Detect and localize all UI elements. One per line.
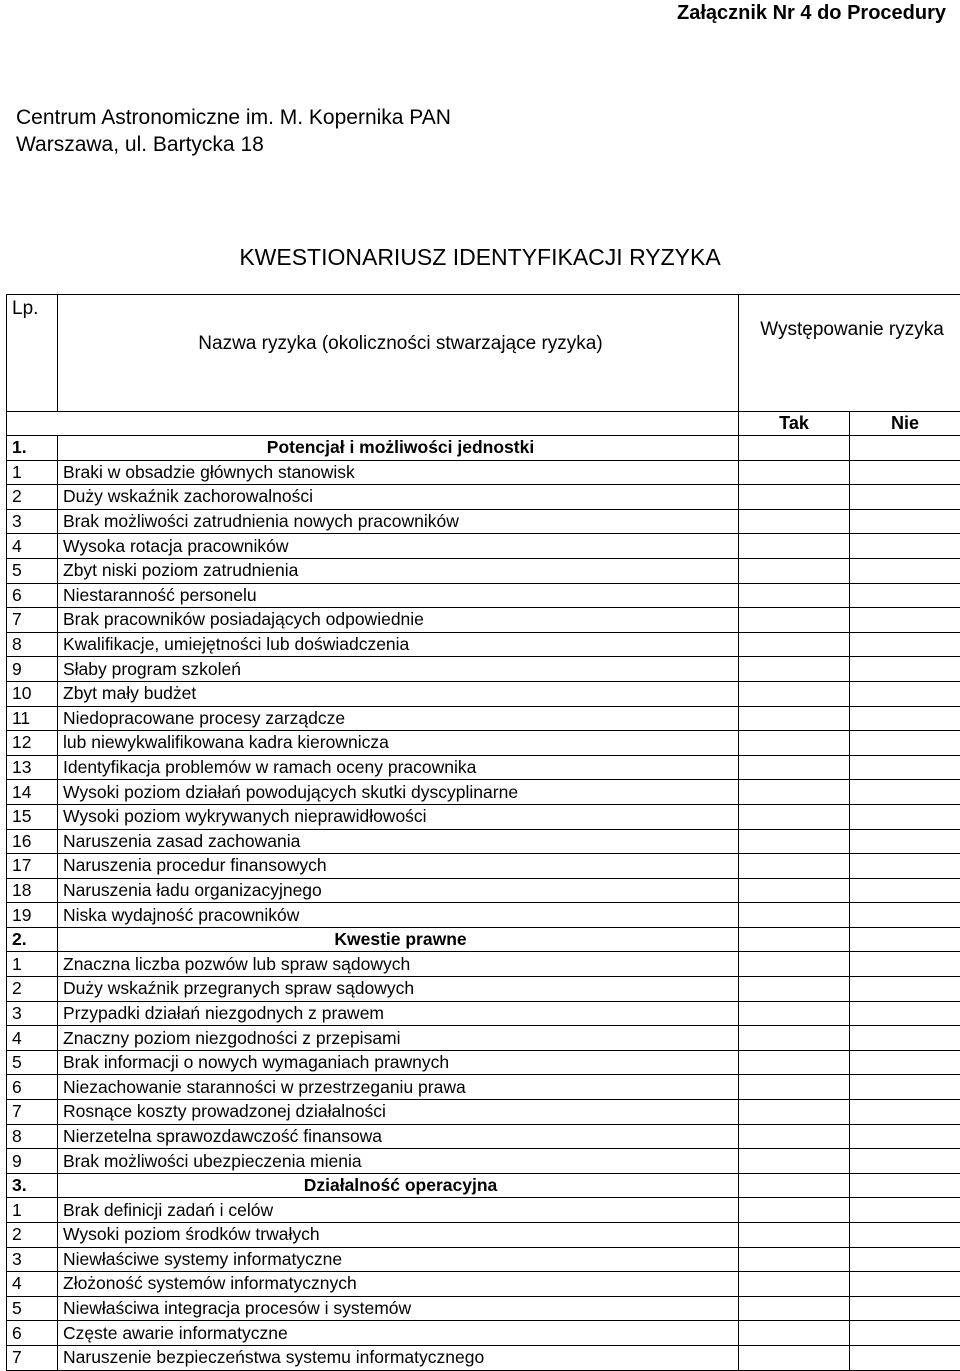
risk-name: Niestaranność personelu [58, 583, 739, 608]
risk-number: 3 [7, 1001, 58, 1026]
answer-yes-cell[interactable] [739, 1124, 850, 1149]
risk-row [7, 534, 960, 559]
risk-number: 5 [7, 558, 58, 583]
risk-name: Słaby program szkoleń [58, 657, 739, 682]
section-number: 1. [7, 436, 58, 461]
risk-row [7, 1272, 960, 1297]
answer-yes-cell[interactable] [739, 731, 850, 756]
answer-yes-cell[interactable] [739, 509, 850, 534]
answer-no-cell[interactable] [850, 1001, 960, 1026]
answer-yes-cell[interactable] [739, 1075, 850, 1100]
risk-number: 18 [7, 878, 58, 903]
risk-number: 1 [7, 460, 58, 485]
column-header-lp: Lp. [7, 295, 58, 412]
risk-number: 2 [7, 485, 58, 510]
risk-number: 10 [7, 681, 58, 706]
answer-no-cell[interactable] [850, 1321, 960, 1346]
risk-name: lub niewykwalifikowana kadra kierownicza [58, 731, 739, 756]
answer-no-cell[interactable] [850, 1050, 960, 1075]
answer-yes-cell[interactable] [739, 1001, 850, 1026]
answer-no-cell[interactable] [850, 731, 960, 756]
risk-name: Znaczny poziom niezgodności z przepisami [58, 1026, 739, 1051]
answer-no-cell[interactable] [850, 1100, 960, 1125]
answer-no-cell[interactable] [850, 1296, 960, 1321]
risk-name: Wysoki poziom środków trwałych [58, 1223, 739, 1248]
answer-yes-cell[interactable] [739, 1198, 850, 1223]
answer-yes-cell[interactable] [739, 608, 850, 633]
risk-name: Niewłaściwa integracja procesów i systemów [58, 1296, 739, 1321]
risk-name: Brak definicji zadań i celów [58, 1198, 739, 1223]
risk-name: Naruszenie bezpieczeństwa systemu informatycznego [58, 1345, 739, 1370]
answer-yes-cell[interactable] [739, 878, 850, 903]
answer-yes-cell[interactable] [739, 903, 850, 928]
risk-name: Wysoki poziom wykrywanych nieprawidłowości [58, 804, 739, 829]
organization-address [16, 104, 451, 158]
answer-no-cell[interactable] [850, 460, 960, 485]
answer-no-cell[interactable] [850, 1149, 960, 1174]
answer-yes-cell[interactable] [739, 1149, 850, 1174]
answer-no-cell[interactable] [850, 1124, 960, 1149]
risk-row [7, 558, 960, 583]
risk-row [7, 583, 960, 608]
risk-table-body [7, 295, 960, 1371]
risk-number: 8 [7, 632, 58, 657]
answer-yes-cell[interactable] [739, 927, 850, 952]
answer-no-cell[interactable] [850, 804, 960, 829]
blank-cell [7, 412, 739, 436]
risk-name: Niska wydajność pracowników [58, 903, 739, 928]
risk-row [7, 1075, 960, 1100]
risk-number: 1 [7, 1198, 58, 1223]
answer-no-cell[interactable] [850, 1223, 960, 1248]
answer-yes-cell[interactable] [739, 460, 850, 485]
answer-yes-cell[interactable] [739, 1345, 850, 1370]
answer-no-cell[interactable] [850, 829, 960, 854]
section-header-row [7, 436, 960, 461]
risk-name: Naruszenia zasad zachowania [58, 829, 739, 854]
section-number: 3. [7, 1173, 58, 1198]
risk-name: Nierzetelna sprawozdawczość finansowa [58, 1124, 739, 1149]
answer-no-cell[interactable] [850, 534, 960, 559]
answer-yes-cell[interactable] [739, 632, 850, 657]
risk-row [7, 1345, 960, 1370]
risk-name: Złożoność systemów informatycznych [58, 1272, 739, 1297]
risk-name: Naruszenia procedur finansowych [58, 854, 739, 879]
risk-number: 6 [7, 1321, 58, 1346]
answer-no-cell[interactable] [850, 485, 960, 510]
risk-row [7, 485, 960, 510]
answer-no-cell[interactable] [850, 583, 960, 608]
risk-name: Duży wskaźnik przegranych spraw sądowych [58, 977, 739, 1002]
risk-number: 19 [7, 903, 58, 928]
answer-yes-cell[interactable] [739, 1026, 850, 1051]
answer-yes-cell[interactable] [739, 558, 850, 583]
answer-no-cell[interactable] [850, 927, 960, 952]
answer-yes-cell[interactable] [739, 583, 850, 608]
answer-no-cell[interactable] [850, 657, 960, 682]
risk-number: 9 [7, 1149, 58, 1174]
section-number: 2. [7, 927, 58, 952]
answer-yes-cell[interactable] [739, 829, 850, 854]
yes-no-header-row [7, 412, 960, 436]
risk-row [7, 1149, 960, 1174]
answer-yes-cell[interactable] [739, 952, 850, 977]
risk-row [7, 1198, 960, 1223]
risk-row [7, 731, 960, 756]
risk-name: Znaczna liczba pozwów lub spraw sądowych [58, 952, 739, 977]
risk-name: Kwalifikacje, umiejętności lub doświadczenia [58, 632, 739, 657]
answer-yes-cell[interactable] [739, 1272, 850, 1297]
answer-yes-cell[interactable] [739, 1223, 850, 1248]
answer-no-cell[interactable] [850, 854, 960, 879]
risk-number: 1 [7, 952, 58, 977]
column-header-name: Nazwa ryzyka (okoliczności stwarzające ryzyka) [58, 295, 739, 412]
answer-yes-cell[interactable] [739, 1100, 850, 1125]
risk-name: Wysoka rotacja pracowników [58, 534, 739, 559]
organization-street: Warszawa, ul. Bartycka 18 [16, 131, 451, 158]
risk-row [7, 804, 960, 829]
answer-yes-cell[interactable] [739, 485, 850, 510]
risk-number: 7 [7, 608, 58, 633]
risk-name: Braki w obsadzie głównych stanowisk [58, 460, 739, 485]
answer-no-cell[interactable] [850, 1075, 960, 1100]
table-header-row [7, 295, 960, 412]
risk-number: 5 [7, 1050, 58, 1075]
answer-no-cell[interactable] [850, 1345, 960, 1370]
annex-label: Załącznik Nr 4 do Procedury [677, 2, 946, 25]
risk-name: Przypadki działań niezgodnych z prawem [58, 1001, 739, 1026]
risk-row [7, 1296, 960, 1321]
column-header-yes: Tak [739, 412, 850, 436]
risk-row [7, 1001, 960, 1026]
answer-no-cell[interactable] [850, 755, 960, 780]
risk-number: 17 [7, 854, 58, 879]
risk-row [7, 977, 960, 1002]
risk-number: 4 [7, 1026, 58, 1051]
risk-number: 2 [7, 1223, 58, 1248]
answer-no-cell[interactable] [850, 977, 960, 1002]
risk-number: 2 [7, 977, 58, 1002]
risk-name: Brak pracowników posiadających odpowiednie [58, 608, 739, 633]
risk-name: Brak informacji o nowych wymaganiach prawnych [58, 1050, 739, 1075]
answer-yes-cell[interactable] [739, 706, 850, 731]
risk-table [6, 294, 960, 1371]
risk-name: Niedopracowane procesy zarządcze [58, 706, 739, 731]
answer-no-cell[interactable] [850, 1198, 960, 1223]
answer-no-cell[interactable] [850, 681, 960, 706]
answer-no-cell[interactable] [850, 1272, 960, 1297]
risk-number: 11 [7, 706, 58, 731]
risk-row [7, 608, 960, 633]
risk-name: Częste awarie informatyczne [58, 1321, 739, 1346]
answer-no-cell[interactable] [850, 608, 960, 633]
answer-yes-cell[interactable] [739, 1247, 850, 1272]
answer-no-cell[interactable] [850, 1247, 960, 1272]
answer-yes-cell[interactable] [739, 436, 850, 461]
risk-row [7, 952, 960, 977]
risk-row [7, 903, 960, 928]
risk-name: Zbyt mały budżet [58, 681, 739, 706]
risk-name: Naruszenia ładu organizacyjnego [58, 878, 739, 903]
risk-row [7, 1247, 960, 1272]
risk-number: 14 [7, 780, 58, 805]
risk-name: Wysoki poziom działań powodujących skutki dyscyplinarne [58, 780, 739, 805]
risk-number: 3 [7, 509, 58, 534]
answer-no-cell[interactable] [850, 632, 960, 657]
risk-number: 4 [7, 1272, 58, 1297]
risk-row [7, 657, 960, 682]
risk-number: 16 [7, 829, 58, 854]
answer-yes-cell[interactable] [739, 1173, 850, 1198]
answer-yes-cell[interactable] [739, 1321, 850, 1346]
risk-row [7, 878, 960, 903]
risk-row [7, 1100, 960, 1125]
answer-no-cell[interactable] [850, 706, 960, 731]
answer-yes-cell[interactable] [739, 1050, 850, 1075]
risk-name: Brak możliwości zatrudnienia nowych pracowników [58, 509, 739, 534]
answer-no-cell[interactable] [850, 1026, 960, 1051]
risk-row [7, 460, 960, 485]
section-title: Kwestie prawne [58, 927, 739, 952]
risk-name: Rosnące koszty prowadzonej działalności [58, 1100, 739, 1125]
risk-number: 13 [7, 755, 58, 780]
risk-name: Brak możliwości ubezpieczenia mienia [58, 1149, 739, 1174]
risk-name: Duży wskaźnik zachorowalności [58, 485, 739, 510]
answer-no-cell[interactable] [850, 558, 960, 583]
answer-no-cell[interactable] [850, 436, 960, 461]
risk-number: 7 [7, 1100, 58, 1125]
risk-number: 5 [7, 1296, 58, 1321]
risk-row [7, 706, 960, 731]
risk-number: 15 [7, 804, 58, 829]
risk-row [7, 1026, 960, 1051]
answer-no-cell[interactable] [850, 780, 960, 805]
risk-number: 9 [7, 657, 58, 682]
section-title: Działalność operacyjna [58, 1173, 739, 1198]
risk-row [7, 1050, 960, 1075]
answer-yes-cell[interactable] [739, 854, 850, 879]
section-header-row [7, 927, 960, 952]
organization-name: Centrum Astronomiczne im. M. Kopernika PAN [16, 104, 451, 131]
risk-name: Niezachowanie staranności w przestrzeganiu prawa [58, 1075, 739, 1100]
answer-yes-cell[interactable] [739, 534, 850, 559]
risk-row [7, 755, 960, 780]
risk-number: 6 [7, 583, 58, 608]
column-header-occurrence: Występowanie ryzyka [739, 295, 960, 412]
risk-name: Niewłaściwe systemy informatyczne [58, 1247, 739, 1272]
risk-row [7, 829, 960, 854]
risk-number: 12 [7, 731, 58, 756]
answer-yes-cell[interactable] [739, 755, 850, 780]
answer-no-cell[interactable] [850, 952, 960, 977]
risk-number: 7 [7, 1345, 58, 1370]
risk-row [7, 509, 960, 534]
risk-row [7, 854, 960, 879]
document-title: KWESTIONARIUSZ IDENTYFIKACJI RYZYKA [0, 244, 960, 271]
section-title: Potencjał i możliwości jednostki [58, 436, 739, 461]
risk-row [7, 632, 960, 657]
risk-name: Identyfikacja problemów w ramach oceny pracownika [58, 755, 739, 780]
risk-number: 4 [7, 534, 58, 559]
section-header-row [7, 1173, 960, 1198]
risk-row [7, 1223, 960, 1248]
risk-row [7, 1321, 960, 1346]
answer-no-cell[interactable] [850, 1173, 960, 1198]
risk-number: 3 [7, 1247, 58, 1272]
risk-row [7, 681, 960, 706]
column-header-no: Nie [850, 412, 960, 436]
risk-row [7, 1124, 960, 1149]
answer-no-cell[interactable] [850, 509, 960, 534]
answer-no-cell[interactable] [850, 903, 960, 928]
answer-yes-cell[interactable] [739, 977, 850, 1002]
answer-yes-cell[interactable] [739, 681, 850, 706]
risk-name: Zbyt niski poziom zatrudnienia [58, 558, 739, 583]
risk-number: 8 [7, 1124, 58, 1149]
answer-yes-cell[interactable] [739, 1296, 850, 1321]
risk-row [7, 780, 960, 805]
risk-number: 6 [7, 1075, 58, 1100]
answer-no-cell[interactable] [850, 878, 960, 903]
answer-yes-cell[interactable] [739, 804, 850, 829]
answer-yes-cell[interactable] [739, 657, 850, 682]
answer-yes-cell[interactable] [739, 780, 850, 805]
